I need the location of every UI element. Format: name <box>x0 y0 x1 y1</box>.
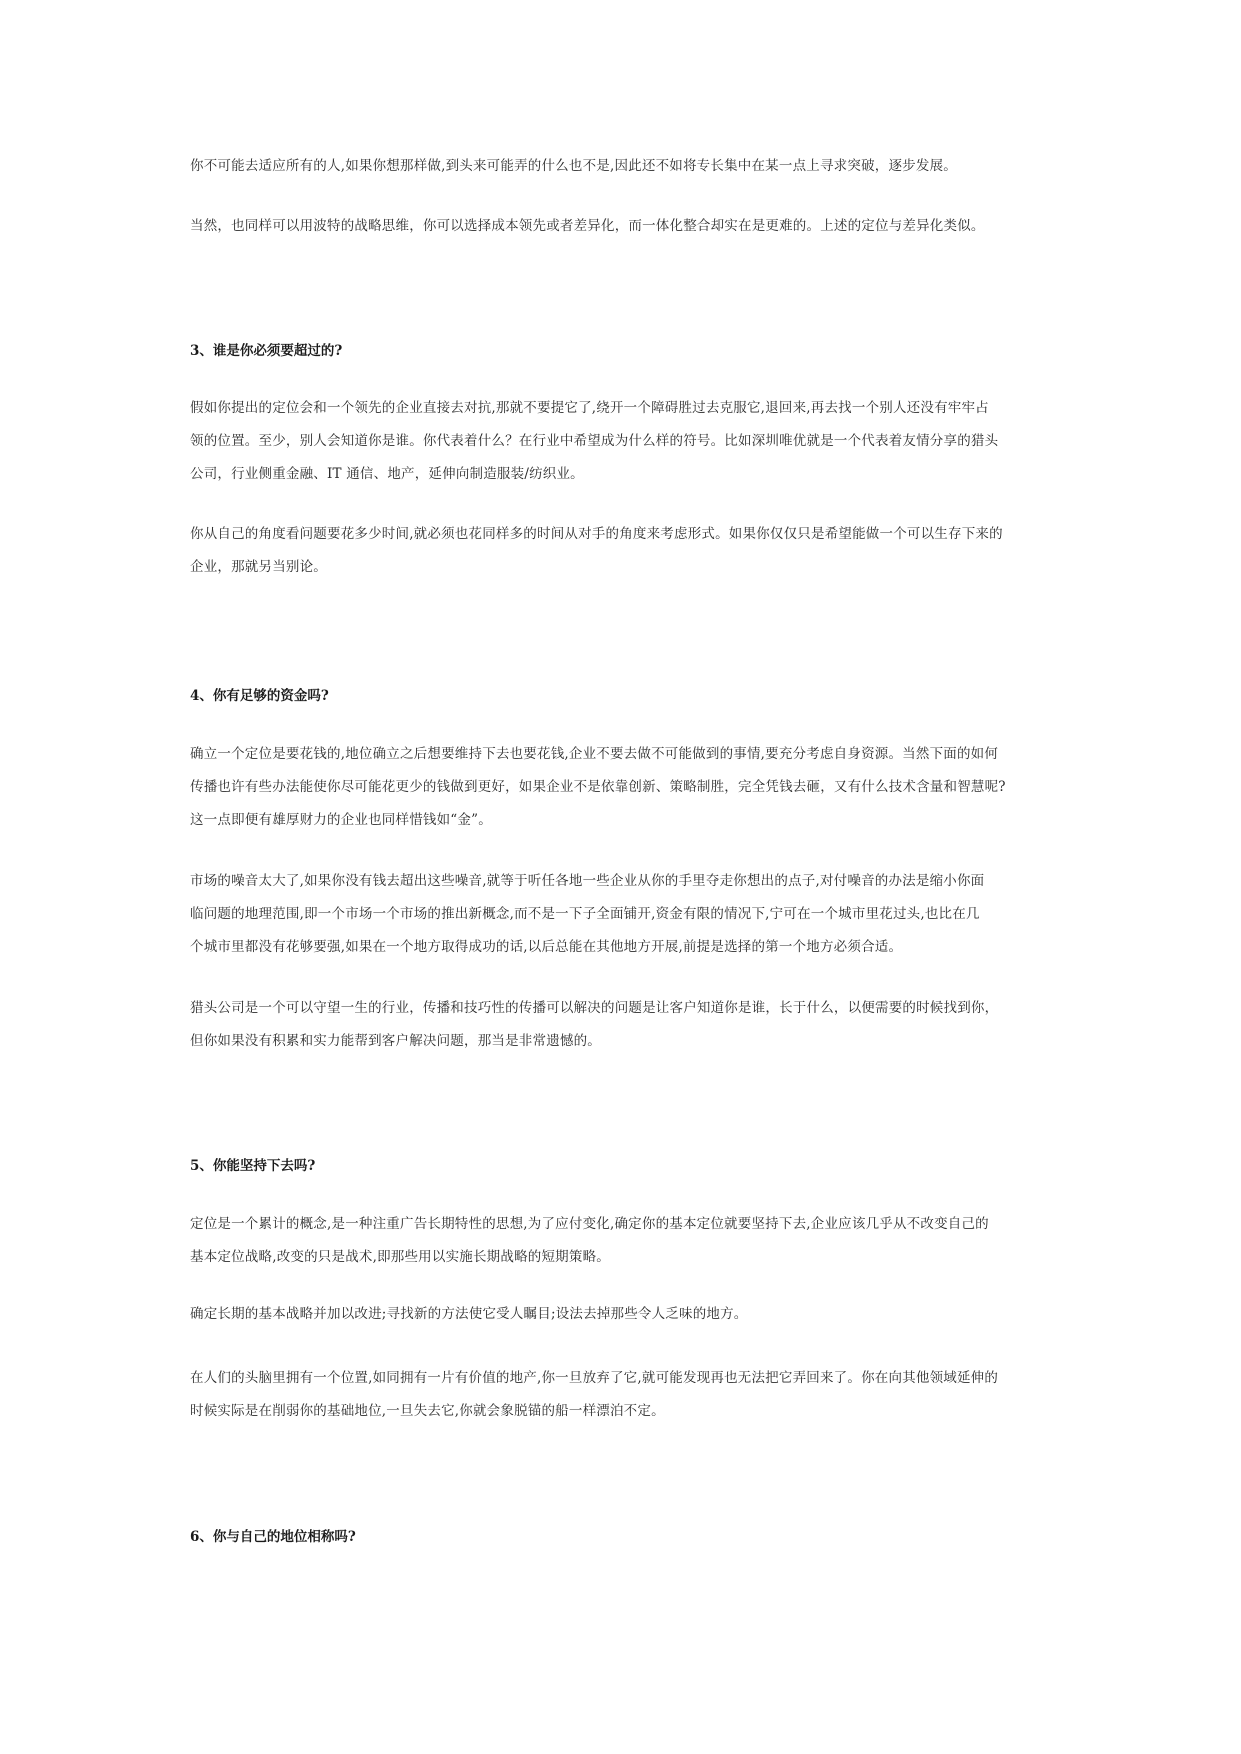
section-heading: 5、你能坚持下去吗? <box>190 1158 316 1174</box>
paragraph <box>190 865 1060 964</box>
paragraph <box>190 1208 1060 1274</box>
text-line: 定位是一个累计的概念,是一种注重广告长期特性的思想,为了应付变化,确定你的基本定位就要坚持下去,企业应该几乎从不改变自己的 <box>190 1216 989 1232</box>
text-line: 公司，行业侧重金融、IT 通信、地产，延伸向制造服装/纺织业。 <box>190 466 584 482</box>
paragraph <box>190 210 1060 243</box>
section-heading: 4、你有足够的资金吗? <box>190 688 329 704</box>
text-line: 个城市里都没有花够要强,如果在一个地方取得成功的话,以后总能在其他地方开展,前提是选择的第一个地方必须合适。 <box>190 939 903 955</box>
text-line: 猎头公司是一个可以守望一生的行业，传播和技巧性的传播可以解决的问题是让客户知道你是谁，长于什么，以便需要的时候找到你， <box>190 1000 999 1016</box>
document-page <box>190 0 1060 1754</box>
text-line: 当然，也同样可以用波特的战略思维，你可以选择成本领先或者差异化，而一体化整合却实在是更难的。上述的定位与差异化类似。 <box>190 218 985 234</box>
text-line: 临问题的地理范围,即一个市场一个市场的推出新概念,而不是一下子全面铺开,资金有限的情况下,宁可在一个城市里花过头,也比在几 <box>190 906 980 922</box>
text-line: 确立一个定位是要花钱的,地位确立之后想要维持下去也要花钱,企业不要去做不可能做到的事情,要充分考虑自身资源。当然下面的如何 <box>190 746 999 762</box>
text-line: 市场的噪音太大了,如果你没有钱去超出这些噪音,就等于听任各地一些企业从你的手里夺走你想出的点子,对付噪音的办法是缩小你面 <box>190 873 985 889</box>
text-line: 这一点即便有雄厚财力的企业也同样惜钱如“金”。 <box>190 812 492 828</box>
text-line: 确定长期的基本战略并加以改进;寻找新的方法使它受人瞩目;设法去掉那些令人乏味的地方。 <box>190 1306 748 1322</box>
text-line: 企业，那就另当别论。 <box>190 559 327 575</box>
section-heading: 3、谁是你必须要超过的? <box>190 343 343 359</box>
text-line: 基本定位战略,改变的只是战术,即那些用以实施长期战略的短期策略。 <box>190 1249 610 1265</box>
text-line: 传播也许有些办法能使你尽可能花更少的钱做到更好，如果企业不是依靠创新、策略制胜，完全凭钱去砸，又有什么技术含量和智慧呢? <box>190 779 1006 795</box>
text-line: 领的位置。至少，别人会知道你是谁。你代表着什么？在行业中希望成为什么样的符号。比如深圳唯优就是一个代表着友情分享的猎头 <box>190 433 999 449</box>
paragraph <box>190 150 1060 183</box>
text-line: 在人们的头脑里拥有一个位置,如同拥有一片有价值的地产,你一旦放弃了它,就可能发现再也无法把它弄回来了。你在向其他领域延伸的 <box>190 1370 999 1386</box>
paragraph <box>190 738 1060 837</box>
text-line: 你从自己的角度看问题要花多少时间,就必须也花同样多的时间从对手的角度来考虑形式。如果你仅仅只是希望能做一个可以生存下来的 <box>190 526 1003 542</box>
section-heading: 6、你与自己的地位相称吗? <box>190 1529 356 1545</box>
text-line: 假如你提出的定位会和一个领先的企业直接去对抗,那就不要提它了,绕开一个障碍胜过去克服它,退回来,再去找一个别人还没有牢牢占 <box>190 400 989 416</box>
paragraph <box>190 992 1060 1058</box>
text-line: 你不可能去适应所有的人,如果你想那样做,到头来可能弄的什么也不是,因此还不如将专长集中在某一点上寻求突破，逐步发展。 <box>190 158 957 174</box>
paragraph <box>190 1362 1060 1428</box>
paragraph <box>190 392 1060 491</box>
text-line: 时候实际是在削弱你的基础地位,一旦失去它,你就会象脱锚的船一样漂泊不定。 <box>190 1403 665 1419</box>
text-line: 但你如果没有积累和实力能帮到客户解决问题，那当是非常遗憾的。 <box>190 1033 601 1049</box>
paragraph <box>190 518 1060 584</box>
paragraph <box>190 1298 1060 1331</box>
